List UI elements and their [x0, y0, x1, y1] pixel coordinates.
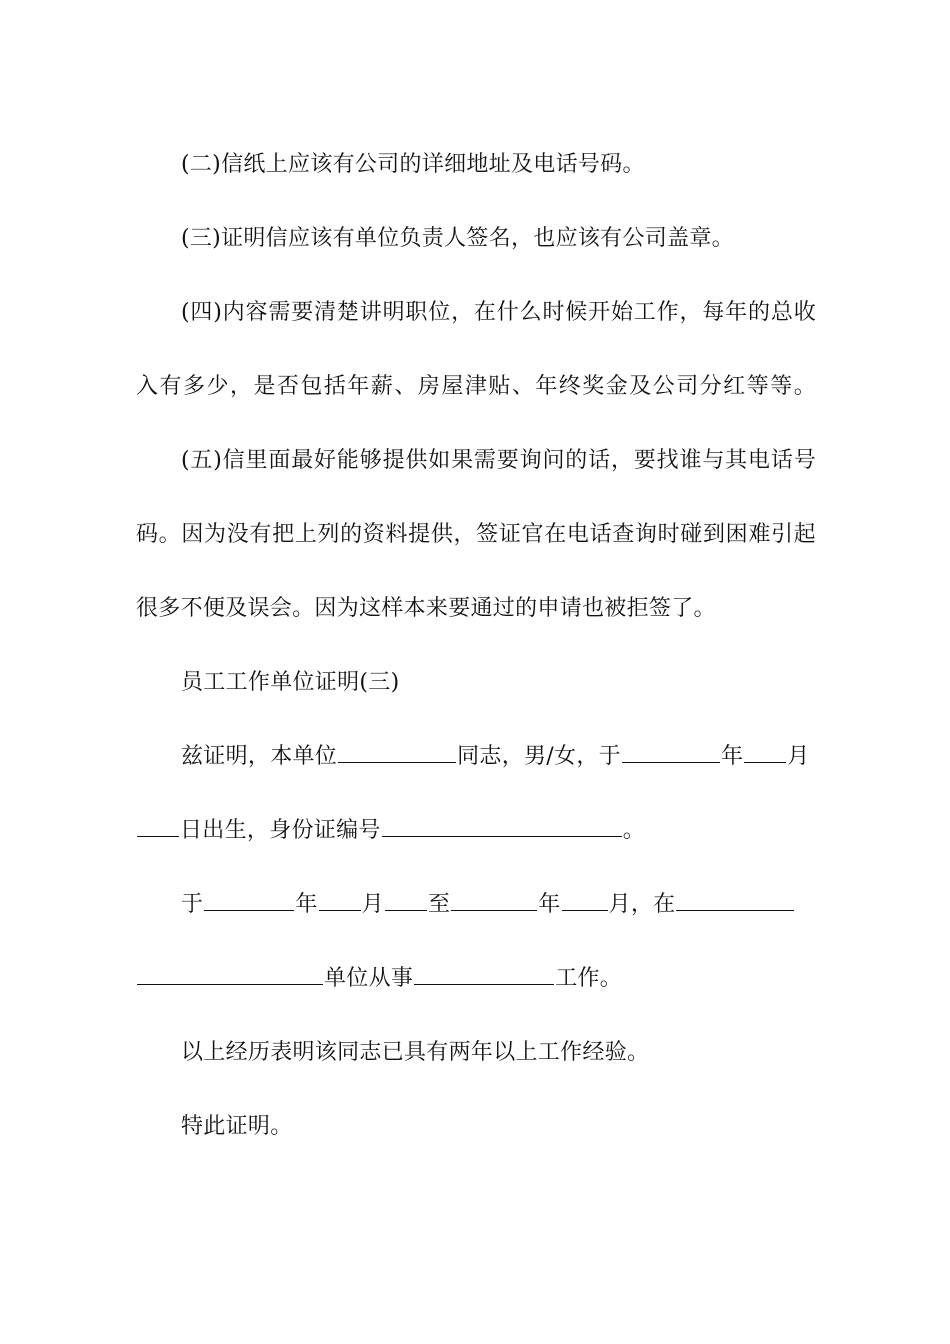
paragraph-content-line-1: (四)内容需要清楚讲明职位，在什么时候开始工作，每年的总收: [181, 300, 816, 325]
birth-day-blank: [137, 814, 179, 837]
certificate-line-3: [181, 888, 816, 922]
employer-blank-part-2: [137, 962, 323, 985]
certificate-experience: 以上经历表明该同志已具有两年以上工作经验。: [181, 1040, 650, 1065]
start-month-blank: [319, 888, 361, 911]
cert-line1-text-2: 同志，男/女，于: [457, 744, 621, 769]
certificate-line-4: [136, 962, 816, 996]
paragraph-contact-line-2: 码。因为没有把上列的资料提供，签证官在电话查询时碰到困难引起: [136, 522, 816, 547]
job-blank: [414, 962, 554, 985]
paragraph-letterhead-address: (二)信纸上应该有公司的详细地址及电话号码。: [181, 152, 645, 177]
employer-blank-part-1: [676, 888, 794, 911]
end-year-blank: [451, 888, 537, 911]
cert-line1-text-4: 月: [787, 744, 810, 769]
end-month-blank: [562, 888, 608, 911]
paragraph-contact-line-1: (五)信里面最好能够提供如果需要询问的话，要找谁与其电话号: [181, 448, 816, 473]
birth-year-blank: [622, 740, 720, 763]
paragraph-content-line-2: 入有多少，是否包括年薪、房屋津贴、年终奖金及公司分红等等。: [136, 374, 816, 399]
cert-line3-text-5: 年: [538, 892, 561, 917]
paragraph-signature-seal: (三)证明信应该有单位负责人签名，也应该有公司盖章。: [181, 226, 734, 251]
cert-line3-text-4: 至: [427, 892, 451, 917]
cert-line3-text-3: 月: [361, 892, 384, 917]
cert-line4-text-2: 工作。: [555, 966, 623, 991]
cert-line3-text-1: 于: [181, 892, 204, 917]
id-number-blank: [382, 814, 622, 837]
certificate-line-2: [136, 814, 816, 848]
certificate-closing: 特此证明。: [181, 1114, 293, 1139]
birth-month-blank: [744, 740, 786, 763]
start-day-blank: [385, 888, 427, 911]
cert-line3-text-2: 年: [295, 892, 318, 917]
cert-line2-text-2: 。: [622, 818, 646, 843]
name-blank: [338, 740, 456, 763]
start-year-blank: [204, 888, 294, 911]
cert-line1-text-3: 年: [720, 744, 744, 769]
cert-line2-text-1: 日出生，身份证编号: [180, 818, 381, 843]
paragraph-contact-line-3: 很多不便及误会。因为这样本来要通过的申请也被拒签了。: [136, 596, 716, 621]
cert-line3-text-6: 月，在: [608, 892, 676, 917]
certificate-line-1: [181, 740, 816, 774]
cert-line4-text-1: 单位从事: [324, 966, 414, 991]
cert-line1-text-1: 兹证明，本单位: [181, 744, 338, 769]
certificate-title: 员工工作单位证明(三): [181, 670, 400, 695]
